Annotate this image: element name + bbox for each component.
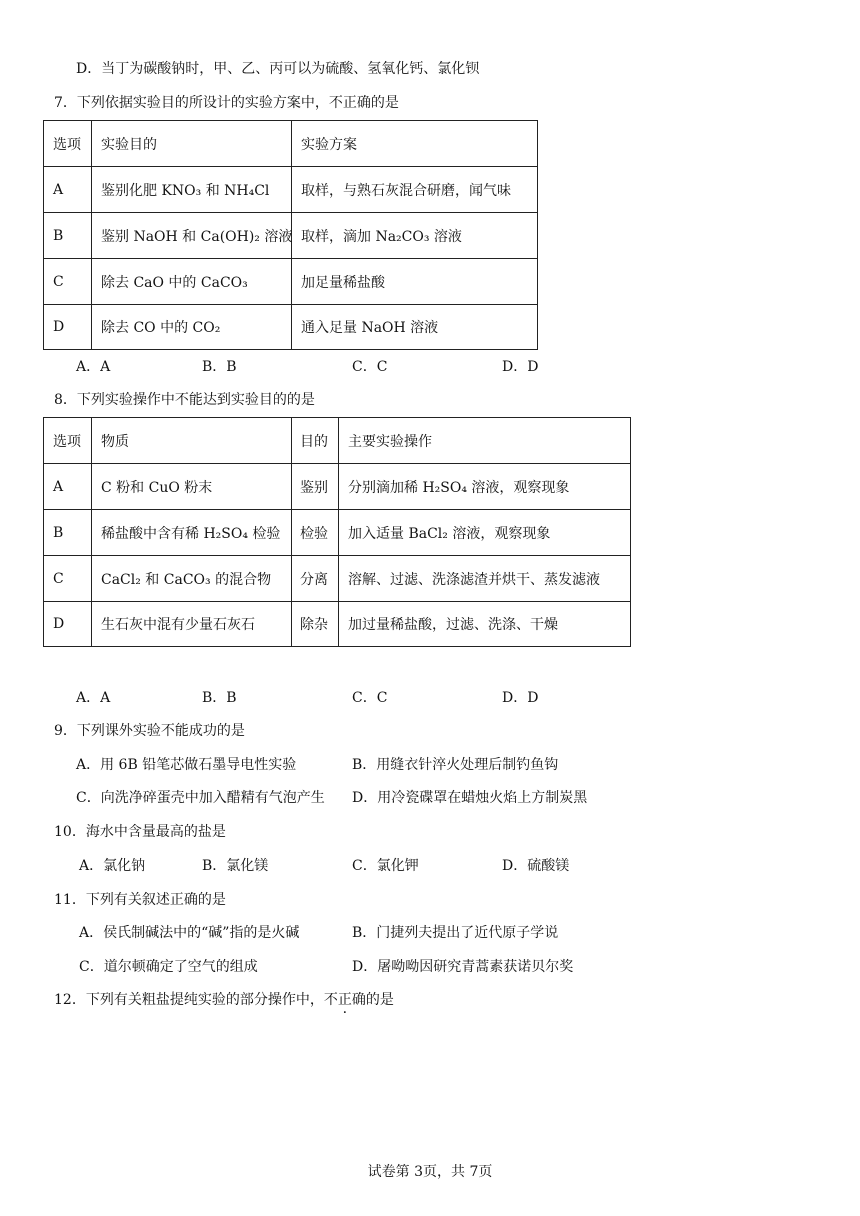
q10-option-a[interactable]: A．氯化钠: [79, 858, 146, 874]
q7-option-d[interactable]: D．D: [502, 359, 539, 375]
q12-stem-before: 12．下列有关粗盐提纯实验的部分操作中，: [54, 992, 324, 1008]
q8-option-b[interactable]: B．B: [202, 690, 237, 706]
table-cell: 加入适量 BaCl₂ 溶液，观察现象: [339, 510, 631, 556]
table-row: [44, 602, 631, 647]
q9-option-c[interactable]: C．向洗净碎蛋壳中加入醋精有气泡产生: [76, 790, 325, 806]
q8-stem: 8．下列实验操作中不能达到实验目的的是: [54, 392, 315, 408]
q7-option-b[interactable]: B．B: [202, 359, 237, 375]
table-header-cell: 主要实验操作: [339, 418, 631, 464]
q11-option-a[interactable]: A．侯氏制碱法中的“碱”指的是火碱: [79, 925, 300, 941]
q11-option-c[interactable]: C．道尔顿确定了空气的组成: [79, 959, 258, 975]
table-cell: 除杂: [292, 602, 339, 647]
table-cell: 加过量稀盐酸，过滤、洗涤、干燥: [339, 602, 631, 647]
q10-option-d[interactable]: D．硫酸镁: [502, 858, 570, 874]
q9-option-b[interactable]: B．用缝衣针淬火处理后制钓鱼钩: [352, 757, 559, 773]
table-cell: 通入足量 NaOH 溶液: [292, 305, 538, 350]
q8-option-a[interactable]: A．A: [76, 690, 111, 706]
table-cell: 生石灰中混有少量石灰石: [92, 602, 292, 647]
q8-table: [43, 417, 631, 647]
table-cell: 检验: [292, 510, 339, 556]
table-cell: A: [44, 464, 92, 510]
table-cell: 稀盐酸中含有稀 H₂SO₄ 检验: [92, 510, 292, 556]
table-row: [44, 556, 631, 602]
table-cell: C 粉和 CuO 粉末: [92, 464, 292, 510]
q10-option-c[interactable]: C．氯化钾: [352, 858, 419, 874]
table-row: [44, 305, 538, 350]
table-header-cell: 实验方案: [292, 121, 538, 167]
table-cell: 鉴别化肥 KNO₃ 和 NH₄Cl: [92, 167, 292, 213]
table-cell: 鉴别: [292, 464, 339, 510]
table-cell: CaCl₂ 和 CaCO₃ 的混合物: [92, 556, 292, 602]
q10-stem: 10．海水中含量最高的盐是: [54, 824, 226, 840]
table-cell: D: [44, 602, 92, 647]
table-cell: 分离: [292, 556, 339, 602]
q11-option-b[interactable]: B．门捷列夫提出了近代原子学说: [352, 925, 559, 941]
table-cell: 取样，与熟石灰混合研磨，闻气味: [292, 167, 538, 213]
table-header-cell: 实验目的: [92, 121, 292, 167]
table-header-row: [44, 418, 631, 464]
q7-stem: 7．下列依据实验目的所设计的实验方案中，不正确的是: [54, 95, 399, 111]
table-cell: 除去 CO 中的 CO₂: [92, 305, 292, 350]
q11-option-d[interactable]: D．屠呦呦因研究青蒿素获诺贝尔奖: [352, 959, 574, 975]
q8-option-c[interactable]: C．C: [352, 690, 388, 706]
q9-option-a[interactable]: A．用 6B 铅笔芯做石墨导电性实验: [76, 757, 297, 773]
q6-option-d: D．当丁为碳酸钠时，甲、乙、丙可以为硫酸、氢氧化钙、氯化钡: [76, 61, 480, 77]
table-cell: D: [44, 305, 92, 350]
q12-stem: [54, 990, 394, 1010]
table-header-cell: 物质: [92, 418, 292, 464]
table-cell: 取样，滴加 Na₂CO₃ 溶液: [292, 213, 538, 259]
table-cell: 除去 CaO 中的 CaCO₃: [92, 259, 292, 305]
table-cell: 加足量稀盐酸: [292, 259, 538, 305]
table-row: [44, 464, 631, 510]
table-cell: B: [44, 213, 92, 259]
table-cell: 溶解、过滤、洗涤滤渣并烘干、蒸发滤液: [339, 556, 631, 602]
table-row: [44, 510, 631, 556]
table-cell: 分别滴加稀 H₂SO₄ 溶液，观察现象: [339, 464, 631, 510]
table-header-cell: 目的: [292, 418, 339, 464]
table-row: [44, 259, 538, 305]
q11-stem: 11．下列有关叙述正确的是: [54, 892, 226, 908]
q7-table: [43, 120, 538, 350]
q10-option-b[interactable]: B．氯化镁: [202, 858, 269, 874]
q7-option-c[interactable]: C．C: [352, 359, 388, 375]
table-header-cell: 选项: [44, 418, 92, 464]
q9-stem: 9．下列课外实验不能成功的是: [54, 723, 245, 739]
q12-stem-after: 的是: [365, 992, 394, 1008]
q12-stem-emphasis: 不正确: [323, 992, 366, 1008]
table-cell: C: [44, 259, 92, 305]
table-cell: A: [44, 167, 92, 213]
table-cell: C: [44, 556, 92, 602]
table-cell: 鉴别 NaOH 和 Ca(OH)₂ 溶液: [92, 213, 292, 259]
table-row: [44, 213, 538, 259]
q9-option-d[interactable]: D．用冷瓷碟罩在蜡烛火焰上方制炭黑: [352, 790, 588, 806]
q7-option-a[interactable]: A．A: [76, 359, 111, 375]
table-header-row: [44, 121, 538, 167]
table-row: [44, 167, 538, 213]
table-header-cell: 选项: [44, 121, 92, 167]
q8-option-d[interactable]: D．D: [502, 690, 539, 706]
table-cell: B: [44, 510, 92, 556]
page-footer: 试卷第 3页，共 7页: [367, 1164, 493, 1180]
